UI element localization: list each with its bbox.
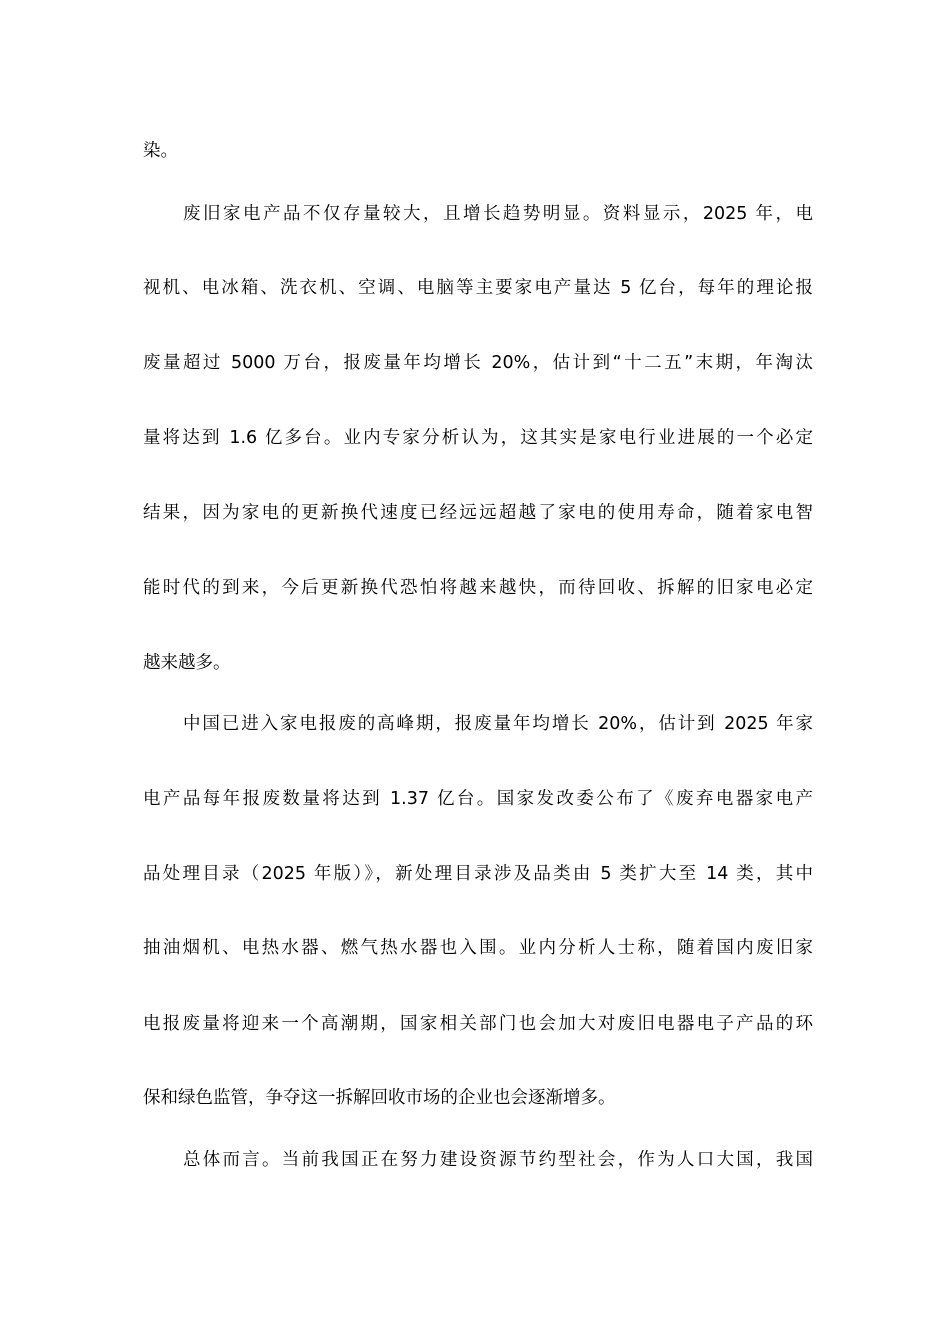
text-line: 抽油烟机、电热水器、燃气热水器也入围。业内分析人士称，随着国内废旧家 (143, 938, 813, 958)
text-line: 越来越多。 (143, 653, 231, 673)
text-line: 量将达到 1.6 亿多台。业内专家分析认为，这其实是家电行业进展的一个必定 (143, 428, 813, 448)
text-line: 能时代的到来，今后更新换代恐怕将越来越快，而待回收、拆解的旧家电必定 (143, 578, 813, 598)
text-line: 电报废量将迎来一个高潮期，国家相关部门也会加大对废旧电器电子产品的环 (143, 1014, 813, 1034)
paragraph-first-line: 废旧家电产品不仅存量较大，且增长趋势明显。资料显示，2025 年，电 (183, 204, 813, 224)
paragraph-first-line: 总体而言。当前我国正在努力建设资源节约型社会，作为人口大国，我国 (183, 1150, 813, 1170)
text-line: 结果，因为家电的更新换代速度已经远远超越了家电的使用寿命，随着家电智 (143, 503, 813, 523)
text-line: 电产品每年报废数量将达到 1.37 亿台。国家发改委公布了《废弃电器家电产 (143, 789, 813, 809)
text-line: 品处理目录（2025 年版）》，新处理目录涉及品类由 5 类扩大至 14 类，其中 (143, 864, 813, 884)
text-line: 保和绿色监管，争夺这一拆解回收市场的企业也会逐渐增多。 (143, 1088, 616, 1108)
paragraph-first-line: 中国已进入家电报废的高峰期，报废量年均增长 20%，估计到 2025 年家 (183, 714, 813, 734)
text-line: 染。 (143, 141, 178, 161)
text-line: 视机、电冰箱、洗衣机、空调、电脑等主要家电产量达 5 亿台，每年的理论报 (143, 278, 813, 298)
text-line: 废量超过 5000 万台，报废量年均增长 20%，估计到“十二五”末期，年淘汰 (143, 353, 813, 373)
